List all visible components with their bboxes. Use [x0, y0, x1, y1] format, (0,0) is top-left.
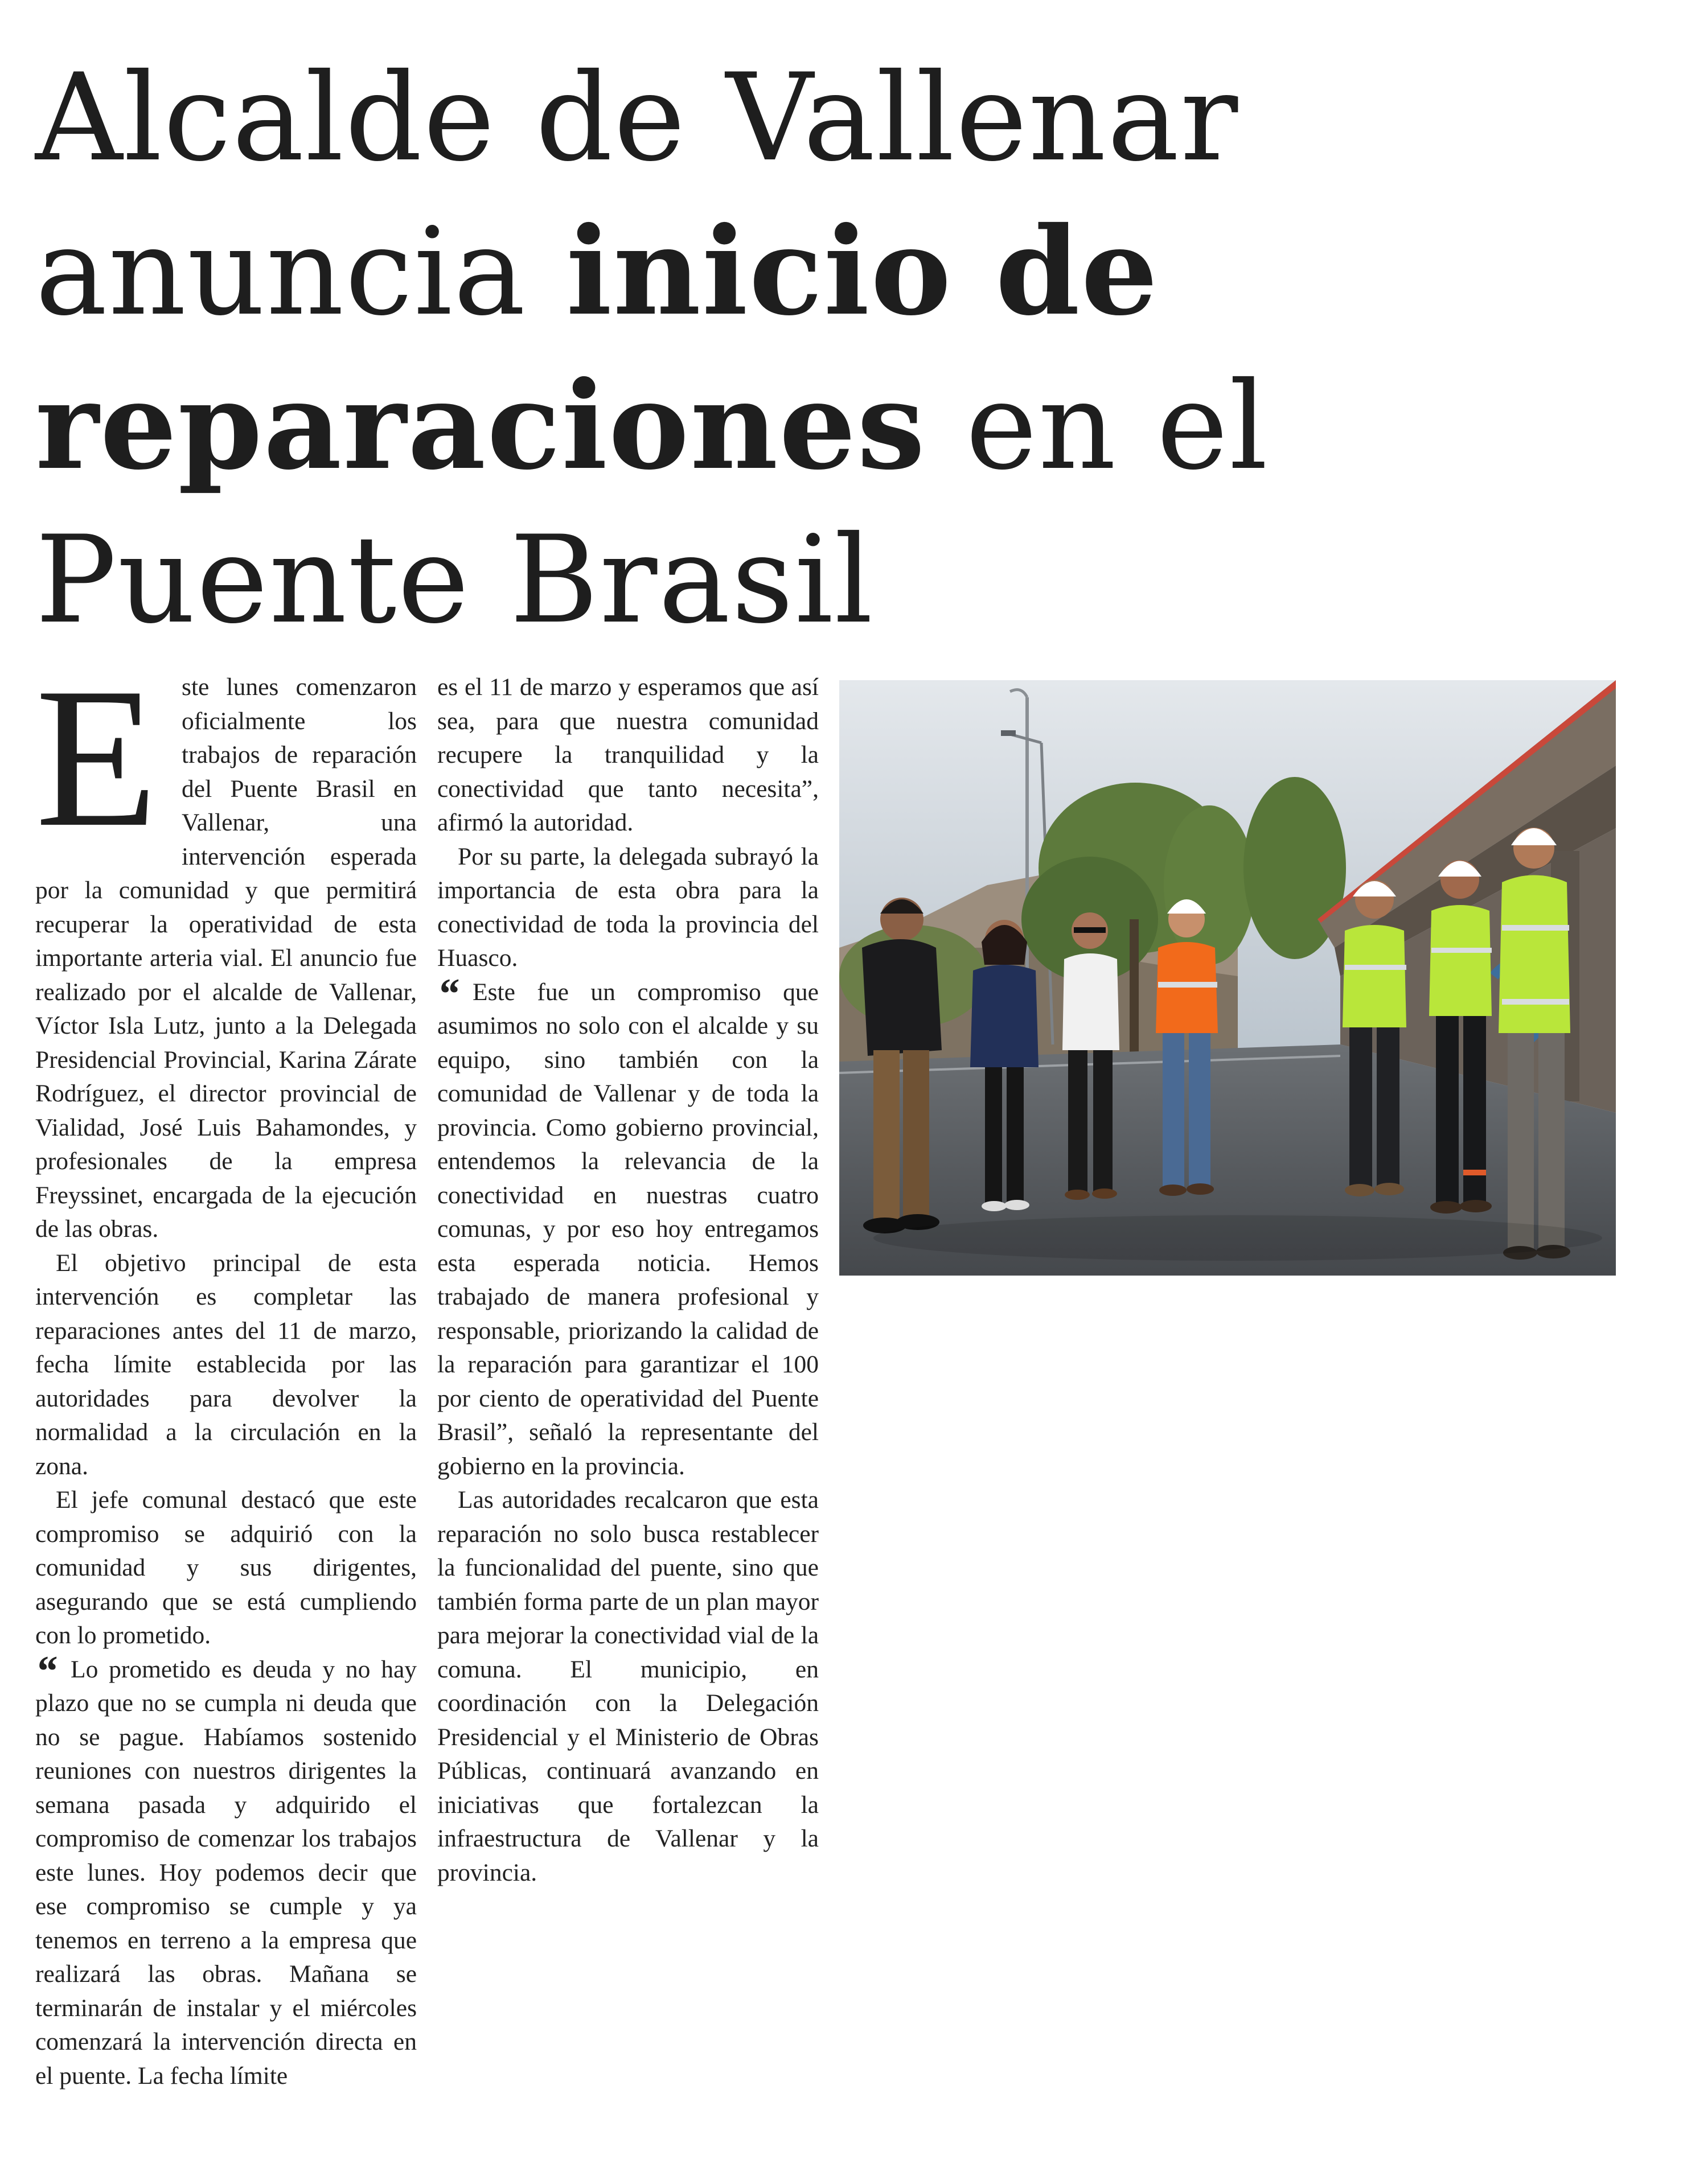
article-paragraph: Por su parte, la delegada subrayó la importancia de esta obra para la conectividad de toda la provincia del Huasco. [437, 842, 819, 972]
article-paragraph: es el 11 de marzo y esperamos que así sea, para que nuestra comunidad recupere la tranquilidad y la conectividad que tanto necesita”, afirmó la autoridad. [437, 673, 819, 836]
article-paragraph: Las autoridades recalcaron que esta reparación no solo busca restablecer la funcionalidad del puente, sino que también forma parte de un plan mayor para mejorar la conectividad vial de la comuna. El municipio, en coordinación con la Delegación Presidencial y el Ministerio de Obras Públicas, continuará avanzando en iniciativas que fortalezcan la infraestructura de Vallenar y la provincia. [437, 1486, 819, 1886]
article-paragraph: El objetivo principal de esta intervención es completar las reparaciones antes del 11 de marzo, fecha límite establecida por las autoridades para devolver la normalidad a la circulación en la zona. [35, 1249, 417, 1480]
quote-mark-icon: “ [437, 969, 459, 1018]
tree [1164, 805, 1255, 965]
photo-illustration [839, 680, 1616, 1276]
headline-text: anuncia [35, 201, 567, 342]
headline [35, 41, 1345, 657]
article-paragraph: El jefe comunal destacó que este compromiso se adquirió con la comunidad y sus dirigentes, asegurando que se está cumpliendo con lo prometido. [35, 1486, 417, 1649]
article-paragraph: ste lunes comenzaron oficialmente los trabajos de reparación del Puente Brasil en Vallenar, una intervención esperada por la comunidad y que permitirá recuperar la operatividad de esta importante arteria vial. El anuncio fue realizado por el alcalde de Vallenar, Víctor Isla Lutz, junto a la Delegada Presidencial Provincial, Karina Zárate Rodríguez, el director provincial de Vialidad, José Luis Bahamondes, y profesionales de la empresa Freyssinet, encargada de la ejecución de las obras. [35, 673, 417, 1243]
quote-text: Este fue un compromiso que asumimos no solo con el alcalde y su equipo, sino también con la comunidad de Vallenar y de toda la provincia. Como gobierno provincial, entendemos la relevancia de la conectividad en nuestras cuatro comunas, y por eso hoy entregamos esta esperada noticia. Hemos trabajado de manera profesional y responsable, priorizando la calidad de la reparación para garantizar el 100 por ciento de operatividad del Puente Brasil”, señaló la representante del gobierno en la provincia. [437, 978, 819, 1480]
headline-text: Puente Brasil [35, 509, 875, 650]
headline-line-4 [35, 503, 1345, 657]
news-photo [839, 680, 1616, 1276]
ground-shadow [873, 1215, 1602, 1261]
quote-text: Lo prometido es deuda y no hay plazo que no se cumpla ni deuda que no se pague. Habíamos sostenido reuniones con nuestros dirigentes la semana pasada y adquirido el compromiso de comenzar los trabajos este lunes. Hoy podemos decir que ese compromiso se cumple y ya tenemos en terreno a la empresa que realizará las obras. Mañana se terminarán de instalar y el miércoles comenzará la intervención directa en el puente. La fecha límite [35, 1655, 417, 2090]
headline-emphasis: reparaciones [35, 355, 926, 496]
headline-text: en el [926, 356, 1269, 496]
tree-trunk [1130, 919, 1139, 1062]
headline-text: Alcalde de Vallenar [35, 47, 1239, 188]
article-quote [437, 969, 819, 1484]
drop-cap: E [35, 647, 158, 869]
headline-line-2 [35, 195, 1345, 349]
headline-line-3 [35, 349, 1345, 503]
headline-emphasis: inicio de [566, 200, 1159, 342]
article-column-1 [35, 647, 417, 2093]
article-column-2 [437, 671, 819, 1890]
lamp-head [1001, 730, 1016, 736]
article-quote [35, 1647, 417, 2093]
quote-mark-icon: “ [35, 1647, 57, 1695]
headline-line-1 [35, 41, 1345, 195]
